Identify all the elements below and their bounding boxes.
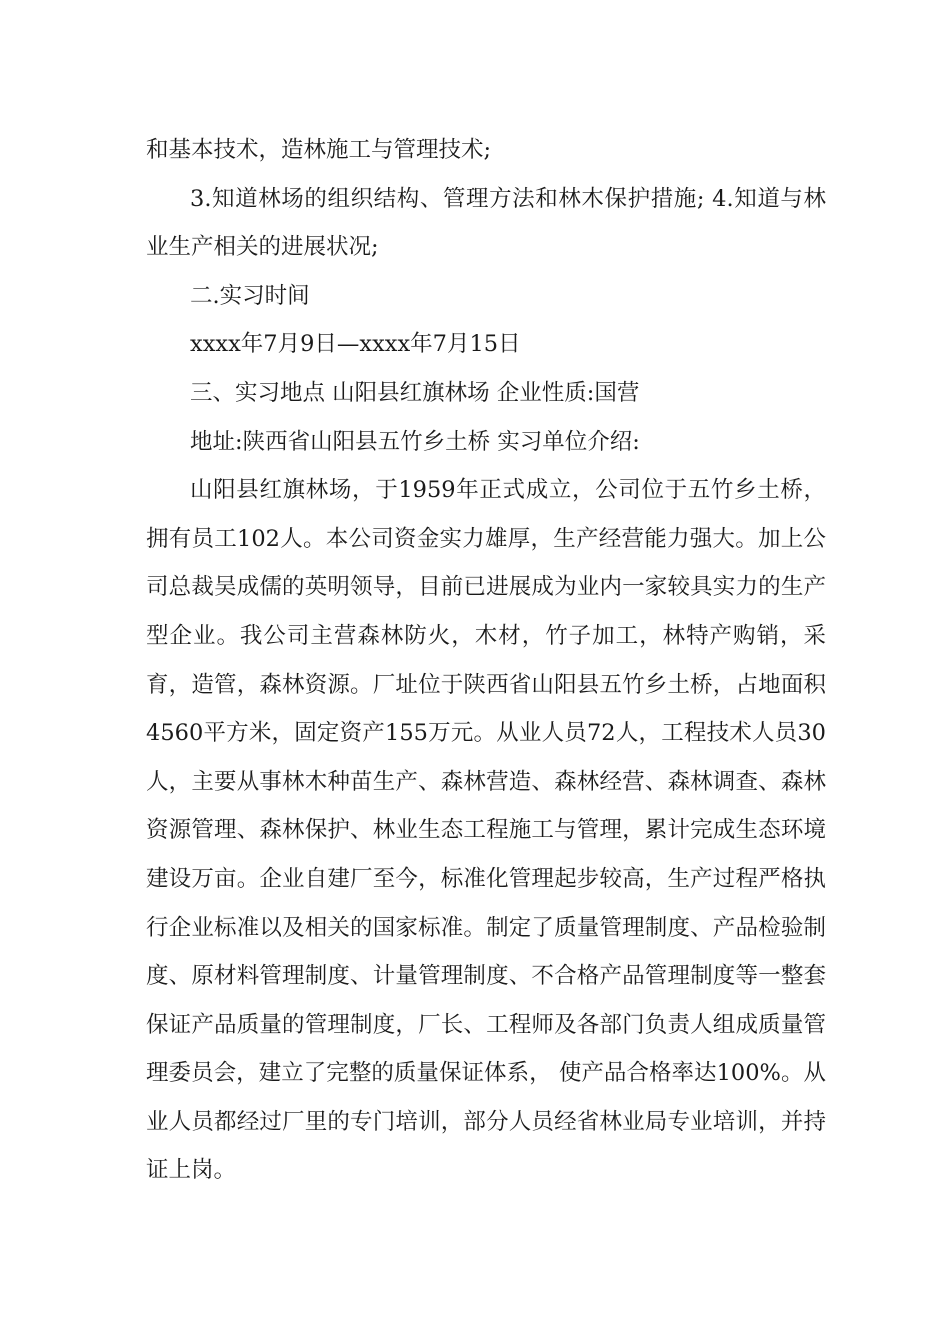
paragraph-objectives: 3.知道林场的组织结构、管理方法和林木保护措施; 4.知道与林业生产相关的进展状况; bbox=[146, 185, 826, 261]
paragraph-continuation: 和基本技术，造林施工与管理技术; bbox=[146, 137, 492, 163]
paragraph-dates: xxxx年7月9日—xxxx年7月15日 bbox=[190, 331, 521, 358]
section-heading-time: 二.实习时间 bbox=[190, 282, 310, 309]
section-heading-location: 三、实习地点 山阳县红旗林场 企业性质:国营 bbox=[190, 379, 640, 406]
document-body bbox=[146, 126, 826, 1195]
paragraph-company-intro: 山阳县红旗林场，于1959年正式成立，公司位于五竹乡土桥，拥有员工102人。本公司资金实力雄厚，生产经营能力强大。加上公司总裁吴成儒的英明领导，目前已进展成为业内一家较具实力的生产型企业。我公司主营森林防火，木材，竹子加工，林特产购销，采育，造管，森林资源。厂址位于陕西省山阳县五竹乡土桥，占地面积4560平方米，固定资产155万元。从业人员72人，工程技术人员30人，主要从事林木种苗生产、森林营造、森林经营、森林调查、森林资源管理、森林保护、林业生态工程施工与管理，累计完成生态环境建设万亩。企业自建厂至今，标准化管理起步较高，生产过程严格执行企业标准以及相关的国家标准。制定了质量管理制度、产品检验制度、原材料管理制度、计量管理制度、不合格产品管理制度等一整套保证产品质量的管理制度，厂长、工程师及各部门负责人组成质量管理委员会，建立了完整的质量保证体系， 使产品合格率达100%。从业人员都经过厂里的专门培训，部分人员经省林业局专业培训，并持证上岗。 bbox=[146, 477, 826, 1184]
paragraph-address: 地址:陕西省山阳县五竹乡土桥 实习单位介绍: bbox=[190, 428, 640, 455]
